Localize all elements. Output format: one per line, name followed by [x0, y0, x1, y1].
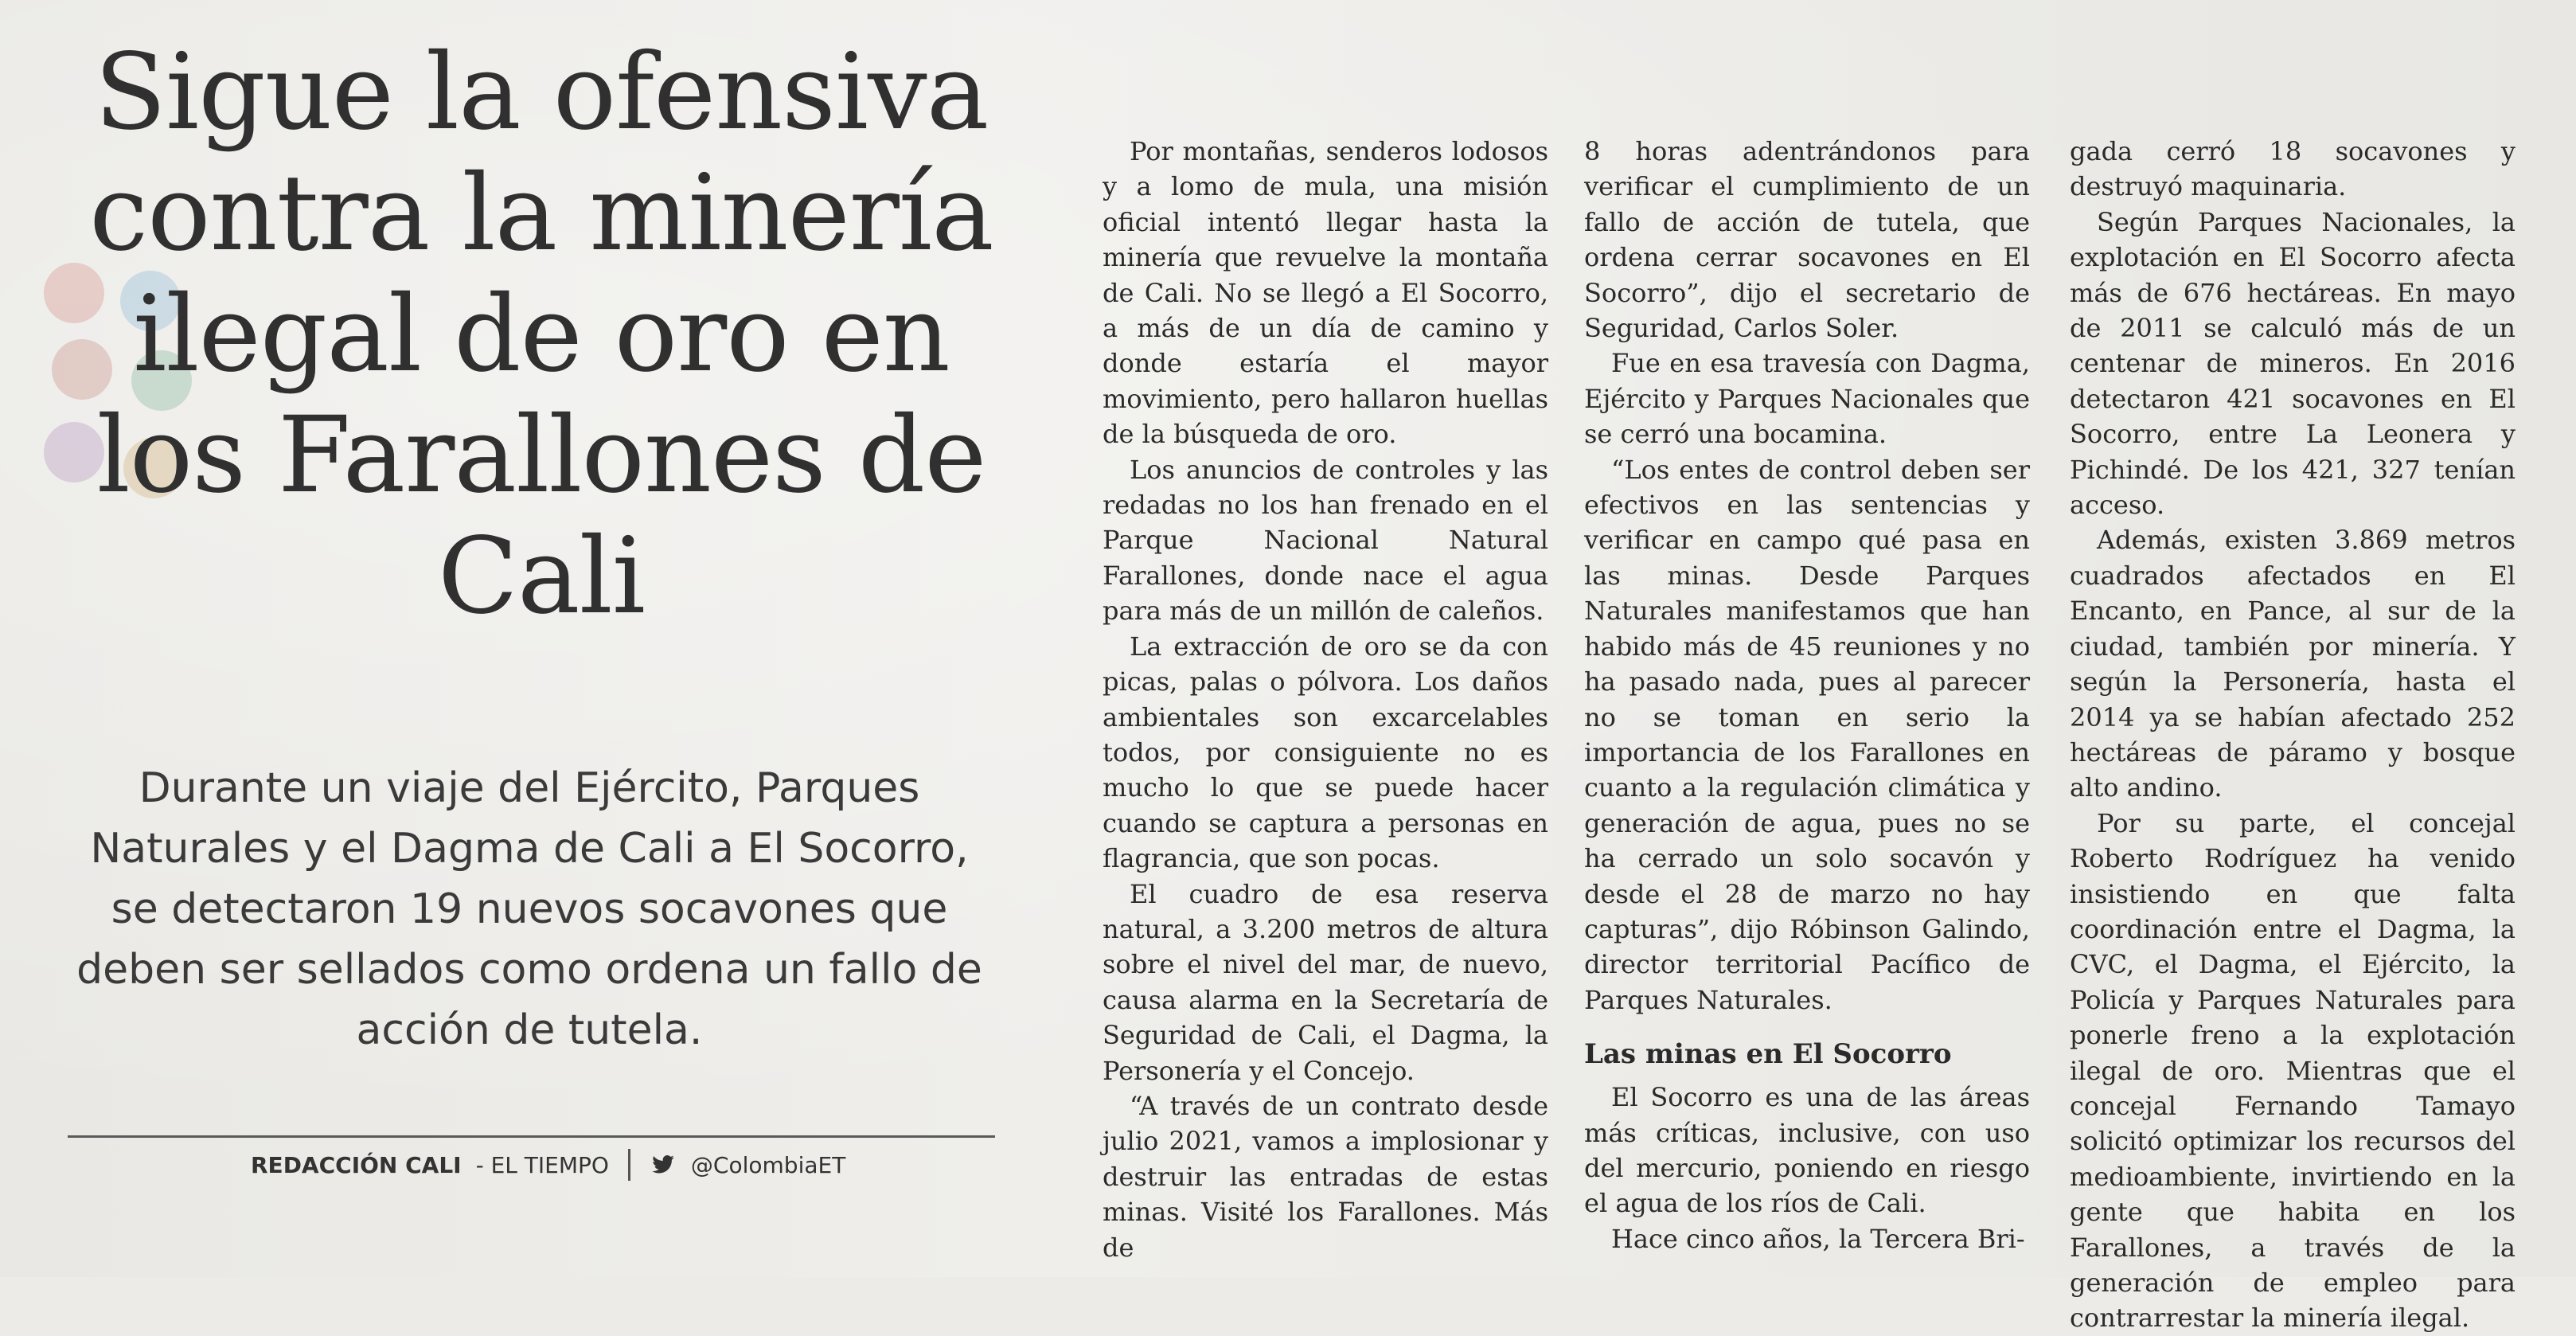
article-column-1	[1103, 134, 1548, 1265]
paragraph: Por su parte, el concejal Roberto Rodríguez ha venido insistiendo en que falta coordinación entre el Dagma, la CVC, el Dagma, el Ejército, la Policía y Parques Naturales para ponerle freno a la explotación ilegal de oro. Mientras que el concejal Fernando Tamayo solicitó optimizar los recursos del medioambiente, invirtiendo en la gente que habita en los Farallones, a través de la generación de empleo para contrarrestar la minería ilegal.	[2070, 807, 2516, 1334]
bleed-through-text	[1449, 8, 2547, 104]
article-column-3	[2070, 134, 2516, 1336]
paragraph: La extracción de oro se da con picas, palas o pólvora. Los daños ambientales son excarcelables todos, por consiguiente no es mucho lo que se puede hacer cuando se captura a personas en flagrancia, que son pocas.	[1103, 631, 1548, 874]
paragraph: Por montañas, senderos lodosos y a lomo de mula, una misión oficial intentó llegar hasta la minería que revuelve la montaña de Cali. No se llegó a El Socorro, a más de un día de camino y donde estaría el mayor movimiento, pero hallaron huellas de la búsqueda de oro.	[1103, 136, 1548, 450]
paragraph: Los anuncios de controles y las redadas no los han frenado en el Parque Nacional Natural Farallones, donde nace el agua para más de un millón de caleños.	[1103, 454, 1548, 627]
byline-author: REDACCIÓN CALI	[251, 1151, 462, 1178]
paragraph: Además, existen 3.869 metros cuadrados afectados en El Encanto, en Pance, al sur de la ciudad, también por minería. Y según la Personería, hasta el 2014 ya se habían afectado 252 hectáreas de páramo y bosque alto andino.	[2070, 525, 2516, 803]
twitter-bird-icon	[650, 1153, 677, 1177]
byline-outlet: - EL TIEMPO	[475, 1151, 609, 1178]
paragraph: El cuadro de esa reserva natural, a 3.200 metros de altura sobre el nivel del mar, de nuevo, causa alarma en la Secretaría de Seguridad de Cali, el Dagma, la Personería y el Concejo.	[1103, 878, 1548, 1086]
paragraph: Hace cinco años, la Tercera Bri-	[1611, 1223, 2025, 1254]
byline-separator	[628, 1149, 630, 1181]
article-column-2	[1584, 134, 2030, 1256]
article-headline: Sigue la ofensiva contra la minería ilegal de oro en los Farallones de Cali	[89, 31, 993, 638]
paragraph: Fue en esa travesía con Dagma, Ejército y Parques Nacionales que se cerró una bocamina.	[1584, 348, 2030, 450]
paragraph: “Los entes de control deben ser efectivos en las sentencias y verificar en campo qué pasa en las minas. Desde Parques Naturales manifestamos que han habido más de 45 reuniones y no ha pasado nada, pues al parecer no se toman en serio la importancia de los Farallones en cuanto a la regulación climática y generación de agua, pues no se ha cerrado un solo socavón y desde el 28 de marzo no hay capturas”, dijo Róbinson Galindo, director territorial Pacífico de Parques Naturales.	[1584, 454, 2030, 1015]
paragraph: “A través de un contrato desde julio 2021, vamos a implosionar y destruir las entradas de estas minas. Visité los Farallones. Más de	[1103, 1090, 1548, 1263]
byline-handle: @ColombiaET	[690, 1151, 846, 1178]
byline	[251, 1145, 845, 1185]
paragraph: Según Parques Nacionales, la explotación en El Socorro afecta más de 676 hectáreas. En mayo de 2011 se calculó más de un centenar de mineros. En 2016 detectaron 421 socavones en El Socorro, entre La Leonera y Pichindé. De los 421, 327 tenían acceso.	[2070, 206, 2516, 521]
paragraph-continued: 8 horas adentrándonos para verificar el cumplimiento de un fallo de acción de tutela, que ordena cerrar socavones en El Socorro”, dijo el secretario de Seguridad, Carlos Soler.	[1584, 136, 2030, 344]
article-lead: Durante un viaje del Ejército, Parques Naturales y el Dagma de Cali a El Socorro, se detectaron 19 nuevos socavones que deben ser sellados como ordena un fallo de acción de tutela.	[76, 764, 982, 1054]
section-subheading: Las minas en El Socorro	[1584, 1038, 1952, 1071]
paragraph-continued: gada cerró 18 socavones y destruyó maquinaria.	[2070, 136, 2516, 202]
paragraph: El Socorro es una de las áreas más críticas, inclusive, con uso del mercurio, poniendo en riesgo el agua de los ríos de Cali.	[1584, 1082, 2030, 1219]
byline-divider	[68, 1135, 995, 1138]
